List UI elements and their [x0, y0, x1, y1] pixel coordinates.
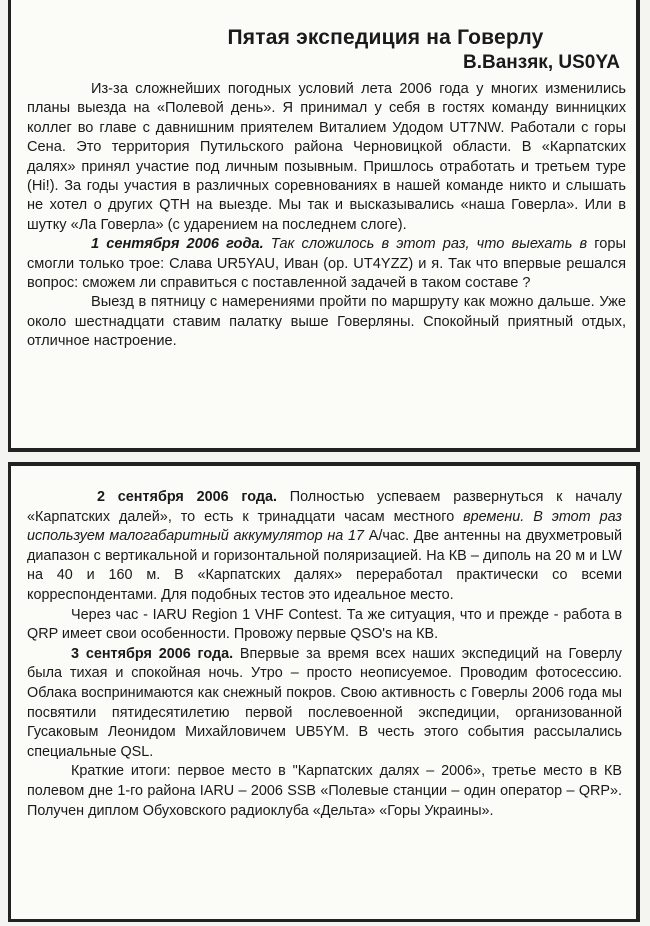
paragraph-iaru: Через час - IARU Region 1 VHF Contest. Та же ситуация, что и прежде - работа в QRP имеет свои особенности. Провожу первые QSO's на КВ. [27, 606, 622, 643]
sep-2-italic: времени. В этот раз используем малогабаритный аккумулятор на 17 [27, 508, 622, 545]
paragraph-summary: Краткие итоги: первое место в "Карпатских далях – 2006», третье место в КВ полевом дне 1-го района IARU – 2006 SSB «Полевые станции – один оператор – QRP». Получен диплом Обуховского радиоклуба «Дельта» «Горы Украины». [27, 763, 622, 819]
paragraph-sep-1 [27, 235, 626, 293]
sep-2-text-2: А/час. Две антенны на двухметровый диапазон с вертикальной и горизонтальной поляризацией. На КВ – диполь на 20 м и LW на 40 и 160 м. В «Карпатских далях» переработал практически со всеми корреспондентами. Для подобных тестов это идеальное место. [27, 528, 622, 603]
date-sep-2: 2 сентября 2006 года. [97, 489, 277, 505]
paragraph-sep-2 [27, 488, 622, 606]
sep-1-italic: Так сложилось в этот раз, что выехать в [263, 236, 588, 253]
article-clipping-top [8, 0, 640, 452]
sep-2-text-1: Полностью успеваем развернуться к началу «Карпатских далей», то есть к тринадцати часам местного [27, 489, 622, 525]
paragraph-sep-3 [27, 645, 622, 763]
date-sep-1: 1 сентября 2006 года. [91, 236, 264, 253]
paragraph-friday: Выезд в пятницу с намерениями пройти по маршруту как можно дальше. Уже около шестнадцати ставим палатку выше Говерляны. Спокойный приятный отдых, отличное настроение. [27, 294, 626, 350]
article-author: В.Ванзяк, US0YA [463, 52, 620, 73]
date-sep-3: 3 сентября 2006 года. [71, 645, 234, 662]
sep-1-text: горы смогли только трое: Слава UR5YAU, Иван (ор. UT4YZZ) и я. Так что впервые решался вопрос: сможем ли справиться с поставленной задачей в таком составе ? [27, 236, 626, 292]
paragraph-intro: Из-за сложнейших погодных условий лета 2006 года у многих изменились планы выезда на «Полевой день». Я принимал у себя в гостях команду винницких коллег во главе с давнишним приятелем Виталием Удодом UT7NW. Работали с горы Сена. Это территория Путильского района Черновицкой области. В «Карпатских далях» принял участие под личным позывным. Пришлось отработать и третьем туре (Hi!). За годы участия в различных соревнованиях в нашей команде никто и слышать не хотел о других QTH на выезде. Мы так и высказывались «наша Говерла». Или в шутку «Ла Говерла» (с ударением на последнем слоге). [27, 81, 626, 233]
sep-3-text: Впервые за время всех наших экспедиций на Говерлу была тихая и спокойная ночь. Утро – просто неописуемое. Проводим фотосессию. Облака воспринимаются как снежный покров. Свою активность с Говерлы 2006 года мы посвятили пятидесятилетию первой послевоенной экспедиции, организованной Гусаковым Леонидом Михайловичем UB5YM. В честь этого события рассылались специальные QSL. [27, 645, 622, 760]
article-title: Пятая экспедиция на Говерлу [227, 26, 544, 49]
article-clipping-bottom [8, 462, 640, 922]
